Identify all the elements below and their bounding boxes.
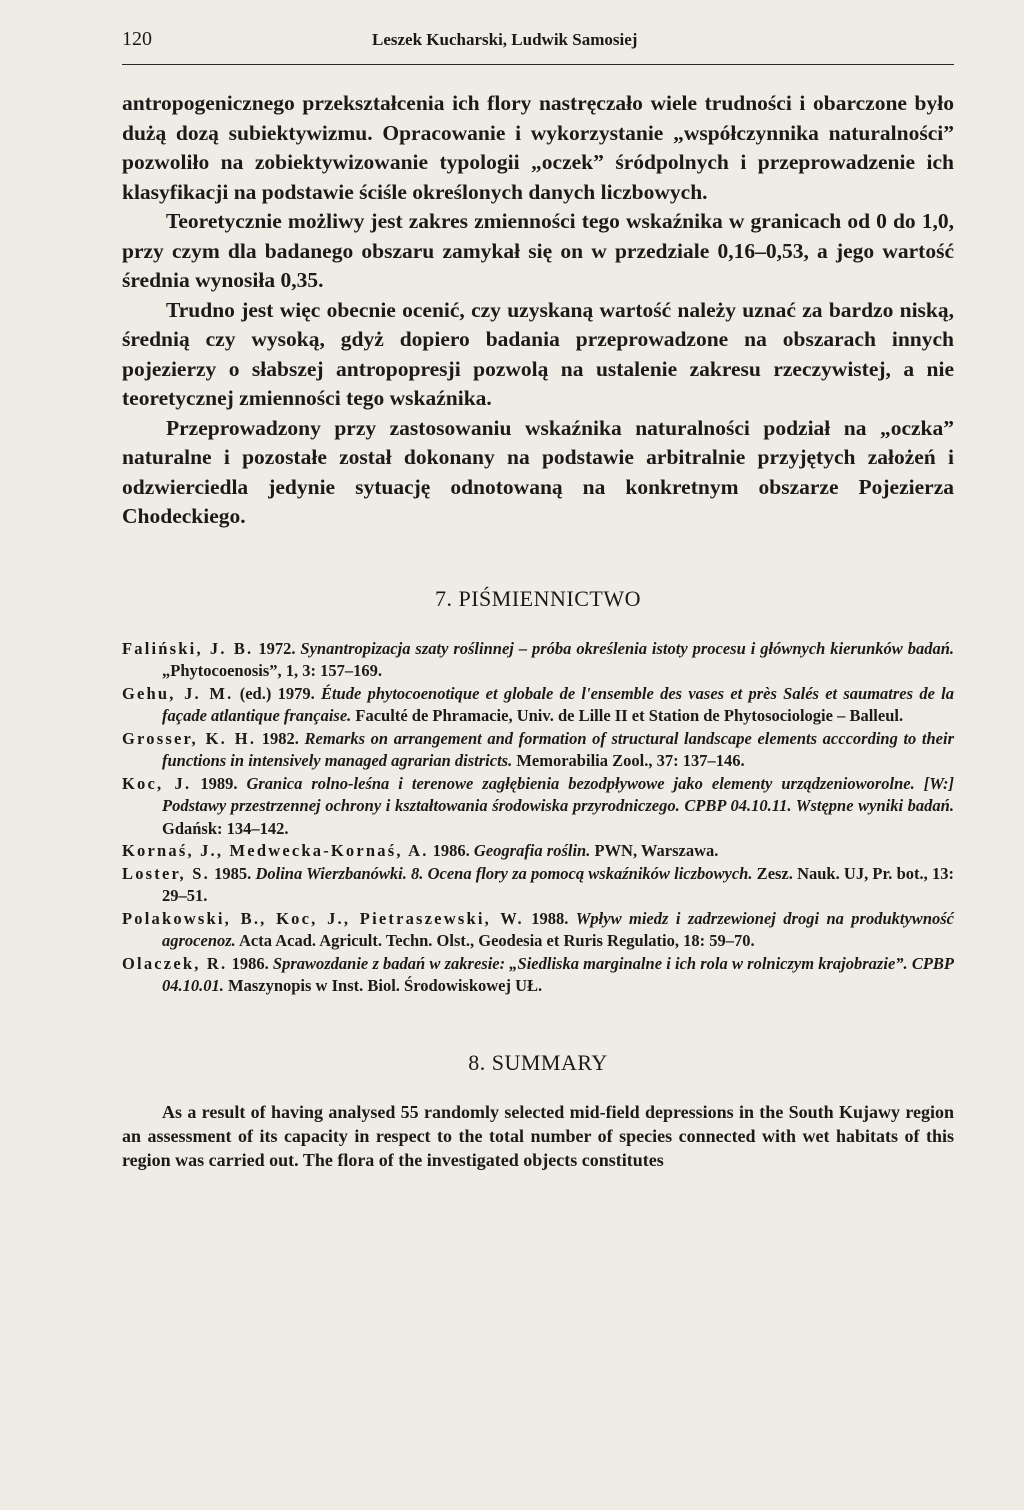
- references-list: [122, 638, 954, 998]
- reference-publication: Acta Acad. Agricult. Techn. Olst., Geodesia et Ruris Regulatio, 18: 59–70.: [235, 931, 755, 950]
- body-paragraph: Teoretycznie możliwy jest zakres zmienności tego wskaźnika w granicach od 0 do 1,0, przy czym dla badanego obszaru zamykał się on w przedziale 0,16–0,53, a jego wartość średnia wynosiła 0,35.: [122, 209, 954, 292]
- header-authors: Leszek Kucharski, Ludwik Samosiej: [372, 30, 638, 49]
- reference-item: [122, 908, 954, 953]
- reference-publication: PWN, Warszawa.: [590, 841, 719, 860]
- reference-year: 1986.: [428, 841, 474, 860]
- reference-title: Remarks on arrangement and formation of structural landscape elements acccording to their functions in intensively managed agrarian districts.: [162, 728, 954, 770]
- running-head: [122, 28, 954, 65]
- reference-author: Kornaś, J., Medwecka-Kornaś, A.: [122, 841, 429, 860]
- page-number: 120: [122, 28, 152, 50]
- reference-author: Faliński, J. B.: [122, 638, 254, 658]
- summary-heading: 8. SUMMARY: [468, 1049, 608, 1075]
- reference-year: 1989.: [191, 773, 247, 793]
- body-paragraph: Przeprowadzony przy zastosowaniu wskaźnika naturalności podział na „oczka” naturalne i pozostałe został dokonany na podstawie arbitralnie przyjętych założeń i odzwierciedla jedynie sytuację odnotowaną na konkretnym obszarze Pojezierza Chodeckiego.: [122, 415, 954, 528]
- reference-year: 1988.: [523, 908, 576, 928]
- reference-item: [122, 683, 954, 728]
- reference-item: [122, 840, 954, 863]
- reference-author: Olaczek, R.: [122, 953, 228, 973]
- reference-publication: Memorabilia Zool., 37: 137–146.: [512, 751, 745, 770]
- reference-publication: Gdańsk: 134–142.: [162, 818, 289, 838]
- reference-year: 1986.: [227, 953, 273, 973]
- reference-title: Sprawozdanie z badań w zakresie: „Siedliska marginalne i ich rola w rolniczym krajobrazie”. CPBP 04.10.01.: [162, 953, 955, 995]
- reference-author: Polakowski, B., Koc, J., Pietraszewski, W.: [122, 908, 524, 928]
- reference-item: [122, 773, 954, 841]
- reference-title: Wpływ miedz i zadrzewionej drogi na produktywność agrocenoz.: [162, 908, 954, 950]
- reference-publication: „Phytocoenosis”, 1, 3: 157–169.: [162, 661, 382, 680]
- body-paragraph: Trudno jest więc obecnie ocenić, czy uzyskaną wartość należy uznać za bardzo niską, średnią czy wysoką, gdyż dopiero badania przeprowadzone na obszarach innych pojezierzy o słabszej antropopresji pozwolą na ustalenie zakresu rzeczywistej, a nie teoretycznej zmienności tego wskaźnika.: [122, 297, 954, 410]
- reference-title: Geografia roślin.: [473, 841, 591, 860]
- reference-author: Grosser, K. H.: [122, 728, 257, 748]
- summary: [122, 1100, 954, 1172]
- reference-publication: Maszynopis w Inst. Biol. Środowiskowej UŁ.: [223, 976, 543, 995]
- body-paragraph: antropogenicznego przekształcenia ich flory nastręczało wiele trudności i obarczone było dużą dozą subiektywizmu. Opracowanie i wykorzystanie „współczynnika naturalności” pozwoliło na zobiektywizowanie typologii „oczek” śródpolnych i przeprowadzenie ich klasyfikacji na podstawie ściśle określonych danych liczbowych.: [122, 91, 954, 204]
- reference-title: Étude phytocoenotique et globale de l'ensemble des vases et près Salés et saumatres de la façade atlantique française.: [162, 683, 954, 725]
- reference-title: Dolina Wierzbanówki. 8. Ocena flory za pomocą wskaźników liczbowych.: [255, 863, 753, 883]
- body-text: [122, 89, 954, 532]
- reference-item: [122, 953, 954, 998]
- references-heading: 7. PIŚMIENNICTWO: [435, 585, 641, 611]
- reference-item: [122, 728, 954, 773]
- reference-item: [122, 863, 954, 908]
- reference-year: (ed.) 1979.: [233, 683, 321, 703]
- reference-item: [122, 638, 954, 683]
- summary-paragraph: As a result of having analysed 55 randomly selected mid-field depressions in the South Kujawy region an assessment of its capacity in respect to the total number of species connected with wet habitats of this region was carried out. The flora of the investigated objects constitutes: [122, 1101, 954, 1170]
- reference-title: Granica rolno-leśna i terenowe zagłębienia bezodpływowe jako elementy urządzenioworolne. [W:] Podstawy przestrzennej ochrony i kształtowania środowiska przyrodniczego. CPBP 04.10.11. Wstępne wyniki badań.: [162, 773, 955, 815]
- reference-publication: Zesz. Nauk. UJ, Pr. bot., 13: 29–51.: [162, 863, 954, 905]
- reference-year: 1985.: [209, 863, 256, 883]
- reference-author: Gehu, J. M.: [122, 683, 234, 703]
- reference-publication: Faculté de Phramacie, Univ. de Lille II et Station de Phytosociologie – Balleul.: [351, 706, 904, 725]
- reference-year: 1982.: [256, 728, 305, 748]
- reference-title: Synantropizacja szaty roślinnej – próba określenia istoty procesu i głównych kierunków badań.: [300, 638, 954, 658]
- reference-author: Loster, S.: [122, 863, 210, 883]
- reference-year: 1972.: [253, 638, 301, 658]
- reference-author: Koc, J.: [122, 773, 192, 793]
